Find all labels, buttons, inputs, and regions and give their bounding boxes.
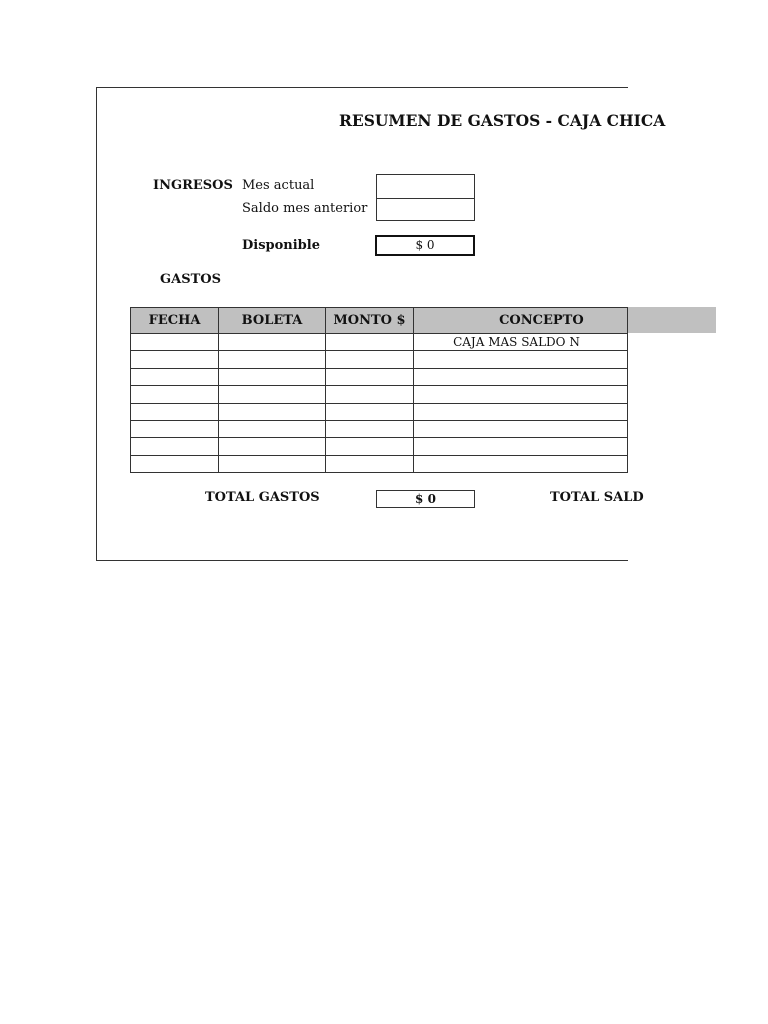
disponible-value: $ 0: [375, 235, 475, 256]
cell-boleta[interactable]: [219, 438, 326, 455]
cell-fecha[interactable]: [131, 368, 219, 385]
cell-concepto[interactable]: [414, 368, 628, 385]
header-fill-extension: [628, 307, 716, 333]
cell-concepto[interactable]: [414, 351, 628, 368]
mes-actual-label: Mes actual: [242, 178, 315, 193]
cell-monto[interactable]: [325, 455, 413, 472]
cell-fecha[interactable]: [131, 403, 219, 420]
gastos-table: [130, 307, 628, 473]
cell-concepto[interactable]: [414, 455, 628, 472]
ingresos-label: INGRESOS: [153, 178, 233, 193]
mes-actual-input[interactable]: [376, 174, 475, 199]
cell-boleta[interactable]: [219, 334, 326, 351]
total-gastos-label: TOTAL GASTOS: [205, 490, 320, 505]
cell-boleta[interactable]: [219, 351, 326, 368]
cell-concepto[interactable]: [414, 420, 628, 437]
cell-monto[interactable]: [325, 403, 413, 420]
table-row: [131, 403, 628, 420]
table-row: [131, 386, 628, 403]
cell-monto[interactable]: [325, 368, 413, 385]
page-title: RESUMEN DE GASTOS - CAJA CHICA: [339, 111, 666, 130]
column-header-fecha: FECHA: [131, 308, 219, 334]
cell-boleta[interactable]: [219, 386, 326, 403]
cell-fecha[interactable]: [131, 351, 219, 368]
cell-monto[interactable]: [325, 420, 413, 437]
cell-boleta[interactable]: [219, 368, 326, 385]
table-row: [131, 455, 628, 472]
saldo-anterior-label: Saldo mes anterior: [242, 201, 368, 216]
cell-fecha[interactable]: [131, 455, 219, 472]
table-row: [131, 420, 628, 437]
cell-fecha[interactable]: [131, 334, 219, 351]
table-row: [131, 368, 628, 385]
column-header-monto: MONTO $: [325, 308, 413, 334]
saldo-anterior-input[interactable]: [376, 198, 475, 221]
total-gastos-value: $ 0: [376, 490, 475, 508]
table-row: [131, 438, 628, 455]
cell-boleta[interactable]: [219, 455, 326, 472]
disponible-label: Disponible: [242, 238, 320, 253]
cell-fecha[interactable]: [131, 386, 219, 403]
gastos-label: GASTOS: [160, 272, 221, 287]
cell-boleta[interactable]: [219, 420, 326, 437]
table-row: [131, 334, 628, 351]
cell-monto[interactable]: [325, 351, 413, 368]
cell-concepto[interactable]: CAJA MAS SALDO N: [414, 334, 628, 351]
cell-monto[interactable]: [325, 438, 413, 455]
column-header-boleta: BOLETA: [219, 308, 326, 334]
cell-fecha[interactable]: [131, 420, 219, 437]
cell-fecha[interactable]: [131, 438, 219, 455]
table-header-row: [131, 308, 628, 334]
cell-monto[interactable]: [325, 386, 413, 403]
cell-concepto[interactable]: [414, 403, 628, 420]
table-row: [131, 351, 628, 368]
total-saldo-label: TOTAL SALD: [550, 490, 644, 505]
column-header-concepto: CONCEPTO: [414, 308, 628, 334]
cell-monto[interactable]: [325, 334, 413, 351]
cell-concepto[interactable]: [414, 438, 628, 455]
cell-concepto[interactable]: [414, 386, 628, 403]
cell-boleta[interactable]: [219, 403, 326, 420]
